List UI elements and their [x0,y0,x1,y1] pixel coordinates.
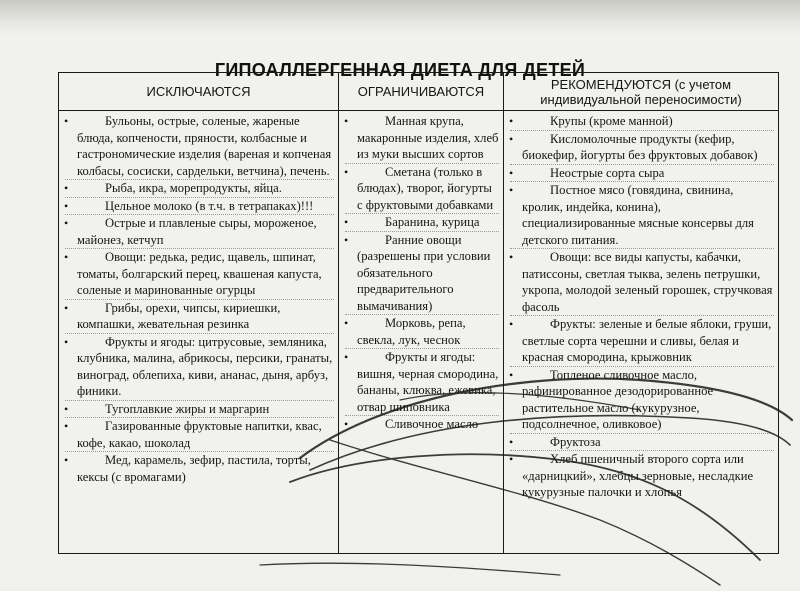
list-item: • Топленое сливочное масло, рафинированное дезодорированное растительное масло (кукурузное, подсолнечное, оливковое) [510,367,774,434]
list-item: • Овощи: все виды капусты, кабачки, патиссоны, светлая тыква, зелень петрушки, укропа, молодой зеленый горошек, стручковая фасоль [510,249,774,316]
list-item: • Мед, карамель, зефир, пастила, торты, кексы (с вромагами) [65,452,334,485]
list-item: • Морковь, репа, свекла, лук, чеснок [345,315,499,349]
diet-table [58,72,779,554]
list-item: • Хлеб пшеничный второго сорта или «дарницкий», хлебцы зерновые, несладкие кукурузные палочки и хлопья [510,451,774,501]
list-item: • Сметана (только в блюдах), творог, йогурты с фруктовыми добавками [345,164,499,215]
list-recommended [510,113,774,501]
list-item: • Рыба, икра, морепродукты, яйца. [65,180,334,198]
cell-limited [339,111,504,554]
page-title: ГИПОАЛЛЕРГЕННАЯ ДИЕТА ДЛЯ ДЕТЕЙ [214,60,586,81]
cell-excluded [59,111,339,554]
list-item: • Фруктоза [510,434,774,452]
list-item: • Овощи: редька, редис, щавель, шпинат, томаты, болгарский перец, квашеная капуста, соленые и маринованные огурцы [65,249,334,300]
header-row [59,73,779,111]
header-excluded: ИСКЛЮЧАЮТСЯ [59,73,339,111]
header-limited: ОГРАНИЧИВАЮТСЯ [339,73,504,111]
list-item: • Сливочное масло [345,416,499,433]
list-item: • Бульоны, острые, соленые, жареные блюда, копчености, пряности, колбасные и гастрономические изделия (вареная и копченая колбасы, сосиски, сардельки, ветчина), печень. [65,113,334,180]
scan-shadow [0,0,800,36]
list-item: • Фрукты: зеленые и белые яблоки, груши, светлые сорта черешни и сливы, белая и красная смородина, крыжовник [510,316,774,367]
content-row [59,111,779,554]
list-item: • Постное мясо (говядина, свинина, кролик, индейка, конина), специализированные мясные консервы для детского питания. [510,182,774,249]
list-item: • Острые и плавленые сыры, мороженое, майонез, кетчуп [65,215,334,249]
list-item: • Неострые сорта сыра [510,165,774,183]
cell-recommended [504,111,779,554]
list-item: • Ранние овощи (разрешены при условии обязательного предварительного вымачивания) [345,232,499,316]
list-item: • Фрукты и ягоды: цитрусовые, земляника, клубника, малина, абрикосы, персики, гранаты, виноград, облепиха, киви, ананас, дыня, арбуз, финики. [65,334,334,401]
list-item: • Фрукты и ягоды: вишня, черная смородина, бананы, клюква, ежевика, отвар шиповника [345,349,499,416]
list-item: • Газированные фруктовые напитки, квас, кофе, какао, шоколад [65,418,334,452]
list-item: • Крупы (кроме манной) [510,113,774,131]
list-item: • Манная крупа, макаронные изделия, хлеб из муки высших сортов [345,113,499,164]
list-item: • Баранина, курица [345,214,499,232]
list-item: • Кисломолочные продукты (кефир, биокефир, йогурты без фруктовых добавок) [510,131,774,165]
list-limited [345,113,499,433]
list-item: • Тугоплавкие жиры и маргарин [65,401,334,419]
list-excluded [65,113,334,485]
list-item: • Грибы, орехи, чипсы, кириешки, компашки, жевательная резинка [65,300,334,334]
header-recommended: РЕКОМЕНДУЮТСЯ (с учетом индивидуальной переносимости) [504,73,779,111]
list-item: • Цельное молоко (в т.ч. в тетрапаках)!!! [65,198,334,216]
